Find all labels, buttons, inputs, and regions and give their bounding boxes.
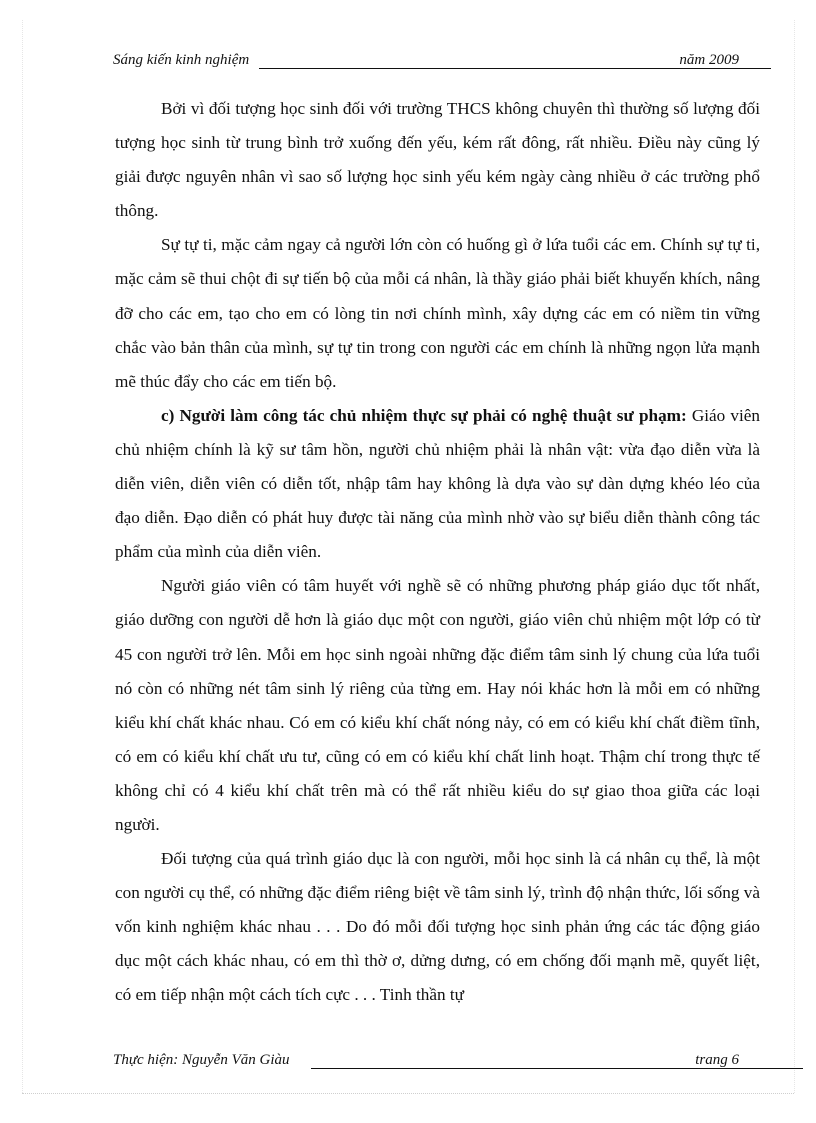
header-year: năm 2009 (679, 52, 739, 68)
page-footer (113, 1052, 753, 1076)
page-header (113, 52, 753, 76)
page-body (115, 92, 760, 1013)
header-document-title: Sáng kiến kinh nghiệm (113, 52, 250, 68)
paragraph-text: Sự tự ti, mặc cảm ngay cả người lớn còn có huống gì ở lứa tuổi các em. Chính sự tự ti, mặc cảm sẽ thui chột đi sự tiến bộ của mỗi cá nhân, là thầy giáo phải biết khuyến khích, nâng đỡ cho các em, tạo cho em có lòng tin nơi chính mình, xây dựng các em có niềm tin vững chắc vào bản thân của mình, sự tự tin trong con người các em chính là những ngọn lửa mạnh mẽ thúc đẩy cho các em tiến bộ. (115, 235, 760, 391)
paragraph-2 (115, 228, 760, 398)
page-edge-bottom (22, 1093, 794, 1094)
footer-author: Thực hiện: Nguyễn Văn Giàu (113, 1052, 290, 1068)
paragraph-text: Người giáo viên có tâm huyết với nghề sẽ có những phương pháp giáo dục tốt nhất, giáo dưỡng con người dễ hơn là giáo dục một con người, giáo viên chủ nhiệm một lớp có từ 45 con người trở lên. Mỗi em học sinh ngoài những đặc điểm tâm sinh lý chung của lứa tuổi nó còn có những nét tâm sinh lý riêng của từng em. Hay nói khác hơn là mỗi em có những kiểu khí chất khác nhau. Có em có kiểu khí chất nóng nảy, có em có kiểu khí chất điềm tĩnh, có em có kiểu khí chất ưu tư, cũng có em có kiểu khí chất linh hoạt. Thậm chí trong thực tế không chỉ có 4 kiểu khí chất trên mà có thể rất nhiều kiểu do sự giao thoa giữa các loại người. (115, 576, 760, 834)
paragraph-heading: c) Người làm công tác chủ nhiệm thực sự phải có nghệ thuật sư phạm: (161, 405, 687, 425)
paragraph-1 (115, 92, 760, 228)
page-edge-left (22, 20, 23, 1093)
paragraph-4 (115, 569, 760, 842)
footer-page-number: trang 6 (695, 1052, 739, 1068)
paragraph-5 (115, 842, 760, 1012)
paragraph-text: Đối tượng của quá trình giáo dục là con người, mỗi học sinh là cá nhân cụ thể, là một con người cụ thể, có những đặc điểm riêng biệt về tâm sinh lý, trình độ nhận thức, lối sống và vốn kinh nghiệm khác nhau . . . Do đó mỗi đối tượng học sinh phản ứng các tác động giáo dục một cách khác nhau, có em thì thờ ơ, dửng dưng, có em chống đối mạnh mẽ, quyết liệt, có em tiếp nhận một cách tích cực . . . Tinh thần tự (115, 849, 760, 1005)
paragraph-text: Giáo viên chủ nhiệm chính là kỹ sư tâm hồn, người chủ nhiệm phải là nhân vật: vừa đạo diễn vừa là diễn viên, diễn viên có diễn tốt, nhập tâm hay không là dựa vào sự dàn dựng khéo léo của đạo diễn. Đạo diễn có phát huy được tài năng của mình nhờ vào sự biểu diễn thành công tác phẩm của mình của diễn viên. (115, 405, 760, 562)
paragraph-3 (115, 399, 760, 569)
paragraph-text: Bởi vì đối tượng học sinh đối với trường THCS không chuyên thì thường số lượng đối tượng học sinh từ trung bình trở xuống đến yếu, kém rất đông, rất nhiều. Điều này cũng lý giải được nguyên nhân vì sao số lượng học sinh yếu kém ngày càng nhiều ở các trường phổ thông. (115, 99, 760, 221)
page-edge-right (794, 20, 795, 1093)
